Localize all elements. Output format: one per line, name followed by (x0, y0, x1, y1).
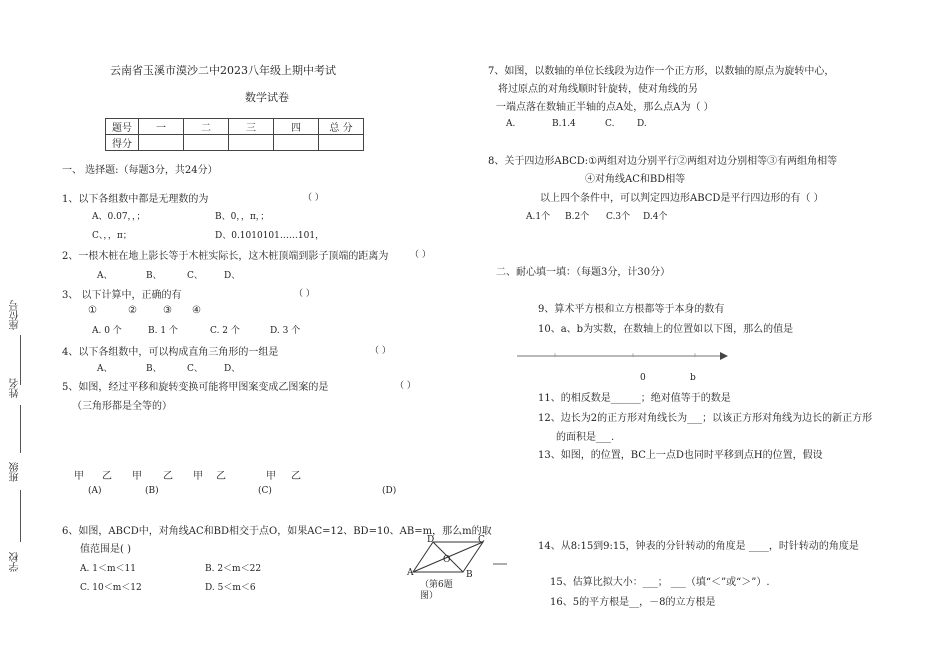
question-5: 5、如图，经过平移和旋转变换可能将甲图案变成乙图案的是 (62, 382, 329, 393)
option-b[interactable]: B. 2＜m＜22 (205, 564, 262, 574)
exam-title: 云南省玉溪市漠沙二中2023八年级上期中考试 (110, 64, 336, 77)
question-14: 14、从8:15到9:15，钟表的分针转动的角度是 ____，时针转动的角度是 (538, 541, 859, 552)
score-input-cell[interactable] (274, 135, 319, 151)
option-b[interactable]: B、 (146, 271, 162, 281)
question-11: 11、的相反数是______；绝对值等于的数是 (538, 393, 731, 404)
option-d[interactable]: D、 (224, 364, 241, 374)
option-b[interactable]: B. 1 个 (148, 326, 178, 336)
option-a[interactable]: A. 1＜m＜11 (80, 564, 136, 574)
question-4: 4、以下各组数中，可以构成直角三角形的一组是 (62, 347, 279, 358)
question-13: 13、如图，的位置，BC上一点D也同时平移到点H的位置，假设 (538, 450, 823, 461)
point-c-label: C (478, 535, 485, 545)
score-table-header-row (106, 119, 364, 135)
answer-paren[interactable]: （ ） (303, 193, 324, 203)
class-label: 班级 (10, 462, 21, 482)
zero-label: 0 (640, 373, 646, 383)
question-6-cont[interactable]: 值范围是( ) (80, 544, 131, 555)
option-b[interactable]: B、 (146, 364, 162, 374)
figure-caption: （第6题 (420, 580, 453, 590)
question-12-cont: 的面积是___. (556, 432, 615, 443)
question-7-cont: 一端点落在数轴正半轴的点A处，那么点A为（ ） (496, 102, 714, 113)
question-3: 3、 以下计算中，正确的有 (62, 290, 182, 301)
question-12: 12、边长为2的正方形对角线长为___；以该正方形对角线为边长的新正方形 (538, 413, 873, 424)
option-c[interactable]: C. 2 个 (210, 326, 240, 336)
question-9: 9、算术平方根和立方根都等于本身的数有 (538, 304, 725, 315)
option-a[interactable]: A、 (97, 271, 113, 281)
figure-label-yi: 乙 (102, 471, 112, 482)
option-b[interactable]: B、0，，π，； (215, 212, 270, 222)
figure-caption: 图） (420, 591, 439, 601)
score-table (105, 118, 364, 151)
question-7-cont: 将过原点的对角线顺时针旋转，使对角线的另 (498, 84, 698, 95)
option-d[interactable]: D、0.1010101……101， (215, 231, 325, 241)
section1-heading: 一、 选择题:（每题3分，共24分） (62, 165, 218, 176)
option-d[interactable]: D、 (224, 271, 241, 281)
answer-paren[interactable]: （ ） (370, 346, 391, 356)
table-cell: 总 分 (319, 119, 364, 135)
option-b[interactable]: B.1.4 (552, 119, 576, 129)
question-7: 7、如图，以数轴的单位长线段为边作一个正方形，以数轴的原点为旋转中心， (488, 66, 835, 77)
point-o-label: O (443, 555, 451, 565)
table-cell: 三 (229, 119, 274, 135)
section2-heading: 二、耐心填一填：（每题3分，计30分） (496, 267, 671, 278)
question-5-note: （三角形都是全等的） (72, 401, 172, 412)
option-b[interactable]: B.2个 (565, 212, 590, 222)
option-c[interactable]: C、，，π； (92, 231, 132, 241)
item-3: ③ (163, 305, 172, 316)
item-4: ④ (192, 305, 201, 316)
option-a[interactable]: (A) (88, 486, 102, 496)
table-cell: 四 (274, 119, 319, 135)
score-input-cell[interactable] (139, 135, 184, 151)
seat-number-label: 座位号 (10, 300, 21, 330)
option-c[interactable]: C、 (187, 271, 203, 281)
answer-paren[interactable]: （ ） (395, 381, 416, 391)
option-c[interactable]: C.3个 (606, 212, 631, 222)
option-c[interactable]: C. 10＜m＜12 (80, 583, 142, 593)
score-input-cell[interactable] (319, 135, 364, 151)
name-label: 姓名 (10, 378, 21, 398)
option-d[interactable]: D. 5＜m＜6 (205, 583, 256, 593)
item-1: ① (88, 305, 97, 316)
option-b[interactable]: (B) (145, 486, 159, 496)
point-b-label: B (466, 570, 473, 580)
option-a[interactable]: A、 (97, 364, 113, 374)
exam-subtitle: 数学试卷 (245, 91, 289, 104)
score-table-score-row (106, 135, 364, 151)
option-d[interactable]: D. (637, 119, 647, 129)
number-line (515, 348, 730, 364)
option-d[interactable]: D.4个 (643, 212, 668, 222)
question-8: 8、关于四边形ABCD:①两组对边分别平行②两组对边分别相等③有两组角相等 (488, 156, 838, 167)
question-8-cont: 以上四个条件中，可以判定四边形ABCD是平行四边形的有（ ） (540, 193, 824, 204)
question-10: 10、a、b为实数，在数轴上的位置如以下图，那么的值是 (538, 324, 794, 335)
b-label: b (690, 373, 696, 383)
score-input-cell[interactable] (184, 135, 229, 151)
figure-label-jia: 甲 (132, 471, 142, 482)
figure-label-jia: 甲 (74, 471, 84, 482)
figure-label-jia: 甲 (193, 471, 203, 482)
option-a[interactable]: A. 0 个 (92, 326, 122, 336)
option-a[interactable]: A、0.07，，； (92, 212, 146, 222)
score-input-cell[interactable] (229, 135, 274, 151)
option-c[interactable]: C. (605, 119, 615, 129)
figure-label-yi: 乙 (163, 471, 173, 482)
table-cell: 题号 (106, 119, 139, 135)
option-d[interactable]: (D) (382, 486, 397, 496)
class-line[interactable] (20, 490, 21, 542)
item-2: ② (128, 305, 137, 316)
option-c[interactable]: C、 (187, 364, 203, 374)
option-a[interactable]: A. (506, 119, 516, 129)
question-6: 6、如图，ABCD中，对角线AC和BD相交于点O，如果AC=12、BD=10、AB=m，那么m的取 (62, 526, 492, 537)
question-1: 1、以下各组数中都是无理数的为 (62, 194, 209, 205)
option-a[interactable]: A.1个 (526, 212, 551, 222)
name-line[interactable] (20, 405, 21, 453)
point-d-label: D (427, 535, 435, 545)
figure-label-yi: 乙 (216, 471, 226, 482)
question-8-cont: ④对角线AC和BD相等 (585, 174, 686, 185)
figure-label-yi: 乙 (291, 471, 301, 482)
answer-paren[interactable]: （ ） (294, 289, 315, 299)
point-a-label: A (407, 568, 414, 578)
option-c[interactable]: (C) (258, 486, 272, 496)
option-d[interactable]: D. 3 个 (270, 326, 301, 336)
figure-label-jia: 甲 (266, 471, 276, 482)
question-16: 16、5的平方根是__，－8的立方根是 (550, 597, 716, 608)
answer-paren[interactable]: （ ） (410, 250, 431, 260)
table-cell: 二 (184, 119, 229, 135)
question-15: 15、估算比拟大小：___； ___（填“＜”或“＞”）. (550, 577, 770, 588)
question-2: 2、一根木桩在地上影长等于木桩实际长，这木桩顶端到影子顶端的距离为 (62, 251, 389, 262)
table-cell: 得分 (106, 135, 139, 151)
school-label: 学校 (10, 552, 21, 572)
table-cell: 一 (139, 119, 184, 135)
